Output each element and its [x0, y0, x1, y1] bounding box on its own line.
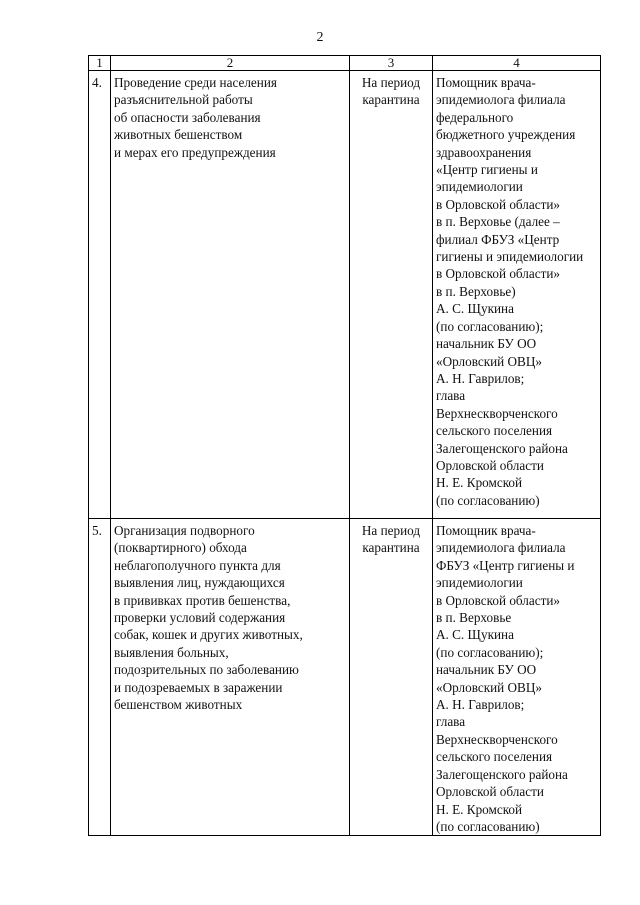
responsible-cell: [433, 71, 601, 519]
responsible-cell-line: Помощник врача-: [436, 75, 536, 90]
measures-table: [88, 55, 601, 836]
measure-cell-line: неблагополучного пункта для: [114, 557, 281, 573]
responsible-cell-line: эпидемиолога филиала: [436, 92, 566, 108]
measure-cell-line: и подозреваемых в заражении: [114, 679, 283, 695]
period-cell: [350, 71, 433, 519]
responsible-cell-line: начальник БУ ОО: [436, 336, 537, 352]
period-cell-line: На период: [361, 523, 421, 538]
period-cell-line: На период: [361, 75, 421, 90]
measure-cell: [111, 519, 350, 836]
row-number: 5.: [89, 519, 111, 836]
responsible-cell-line: сельского поселения: [436, 423, 553, 439]
measure-cell-line: животных бешенством: [114, 127, 243, 143]
measure-cell-line: подозрительных по заболеванию: [114, 662, 299, 678]
responsible-cell-line: А. Н. Гаврилов;: [436, 370, 525, 386]
responsible-cell-line: бюджетного учреждения: [436, 127, 576, 143]
responsible-cell-line: Помощник врача-: [436, 523, 536, 538]
responsible-cell-line: Н. Е. Кромской: [436, 801, 523, 817]
responsible-cell-line: в п. Верховье): [436, 283, 516, 299]
column-header-3: 3: [350, 56, 433, 71]
measure-cell-line: выявления лиц, нуждающихся: [114, 575, 285, 591]
responsible-cell: [433, 519, 601, 836]
row-number: 4.: [89, 71, 111, 519]
responsible-cell-line: глава: [436, 714, 466, 730]
period-cell-line: карантина: [362, 540, 420, 556]
measure-cell-line: Проведение среди населения: [114, 75, 277, 90]
responsible-cell-line: здравоохранения: [436, 144, 532, 160]
column-header-4: 4: [433, 56, 601, 71]
responsible-cell-line: в Орловской области»: [436, 266, 561, 282]
responsible-cell-line: федерального: [436, 109, 514, 125]
responsible-cell-line: (по согласованию): [436, 818, 540, 834]
measure-cell-line: (поквартирного) обхода: [114, 540, 247, 556]
responsible-cell-line: (по согласованию);: [436, 318, 544, 334]
responsible-cell-line: начальник БУ ОО: [436, 662, 537, 678]
page-number: 2: [316, 30, 324, 45]
measure-cell-line: собак, кошек и других животных,: [114, 627, 303, 643]
responsible-cell-line: гигиены и эпидемиологии: [436, 249, 584, 265]
responsible-cell-line: А. Н. Гаврилов;: [436, 697, 525, 713]
responsible-cell-line: эпидемиологии: [436, 179, 523, 195]
measure-cell-line: Организация подворного: [114, 523, 255, 538]
responsible-cell-line: филиал ФБУЗ «Центр: [436, 231, 560, 247]
column-header-2: 2: [111, 56, 350, 71]
measure-cell-line: разъяснительной работы: [114, 92, 253, 108]
responsible-cell-line: в Орловской области»: [436, 196, 561, 212]
responsible-cell-line: А. С. Щукина: [436, 627, 514, 643]
responsible-cell-line: Верхнескворченского: [436, 405, 558, 421]
responsible-cell-line: (по согласованию);: [436, 644, 544, 660]
responsible-cell-line: ФБУЗ «Центр гигиены и: [436, 557, 575, 573]
responsible-cell-line: «Орловский ОВЦ»: [436, 679, 542, 695]
responsible-cell-line: (по согласованию): [436, 492, 540, 508]
responsible-cell-line: Верхнескворченского: [436, 731, 558, 747]
table-row: [89, 71, 601, 519]
responsible-cell-line: Орловской области: [436, 784, 544, 800]
responsible-cell-line: А. С. Щукина: [436, 301, 514, 317]
responsible-cell-line: Залегощенского района: [436, 766, 568, 782]
responsible-cell-line: Н. Е. Кромской: [436, 475, 523, 491]
column-header-1: 1: [89, 56, 111, 71]
responsible-cell-line: сельского поселения: [436, 749, 553, 765]
responsible-cell-line: глава: [436, 388, 466, 404]
measure-cell-line: выявления больных,: [114, 644, 229, 660]
measure-cell-line: проверки условий содержания: [114, 610, 286, 626]
responsible-cell-line: эпидемиологии: [436, 575, 523, 591]
responsible-cell-line: в п. Верховье (далее –: [436, 214, 560, 230]
responsible-cell-line: Залегощенского района: [436, 440, 568, 456]
period-cell: [350, 519, 433, 836]
period-cell-line: карантина: [362, 92, 420, 108]
measure-cell-line: в прививках против бешенства,: [114, 592, 291, 608]
measure-cell-line: об опасности заболевания: [114, 109, 261, 125]
measure-cell: [111, 71, 350, 519]
responsible-cell-line: в Орловской области»: [436, 592, 561, 608]
measure-cell-line: и мерах его предупреждения: [114, 144, 276, 160]
responsible-cell-line: в п. Верховье: [436, 610, 512, 626]
responsible-cell-line: Орловской области: [436, 457, 544, 473]
responsible-cell-line: «Центр гигиены и: [436, 162, 538, 178]
table-header-row: [89, 56, 601, 71]
table-row: [89, 519, 601, 836]
measure-cell-line: бешенством животных: [114, 697, 243, 713]
responsible-cell-line: «Орловский ОВЦ»: [436, 353, 542, 369]
responsible-cell-line: эпидемиолога филиала: [436, 540, 566, 556]
